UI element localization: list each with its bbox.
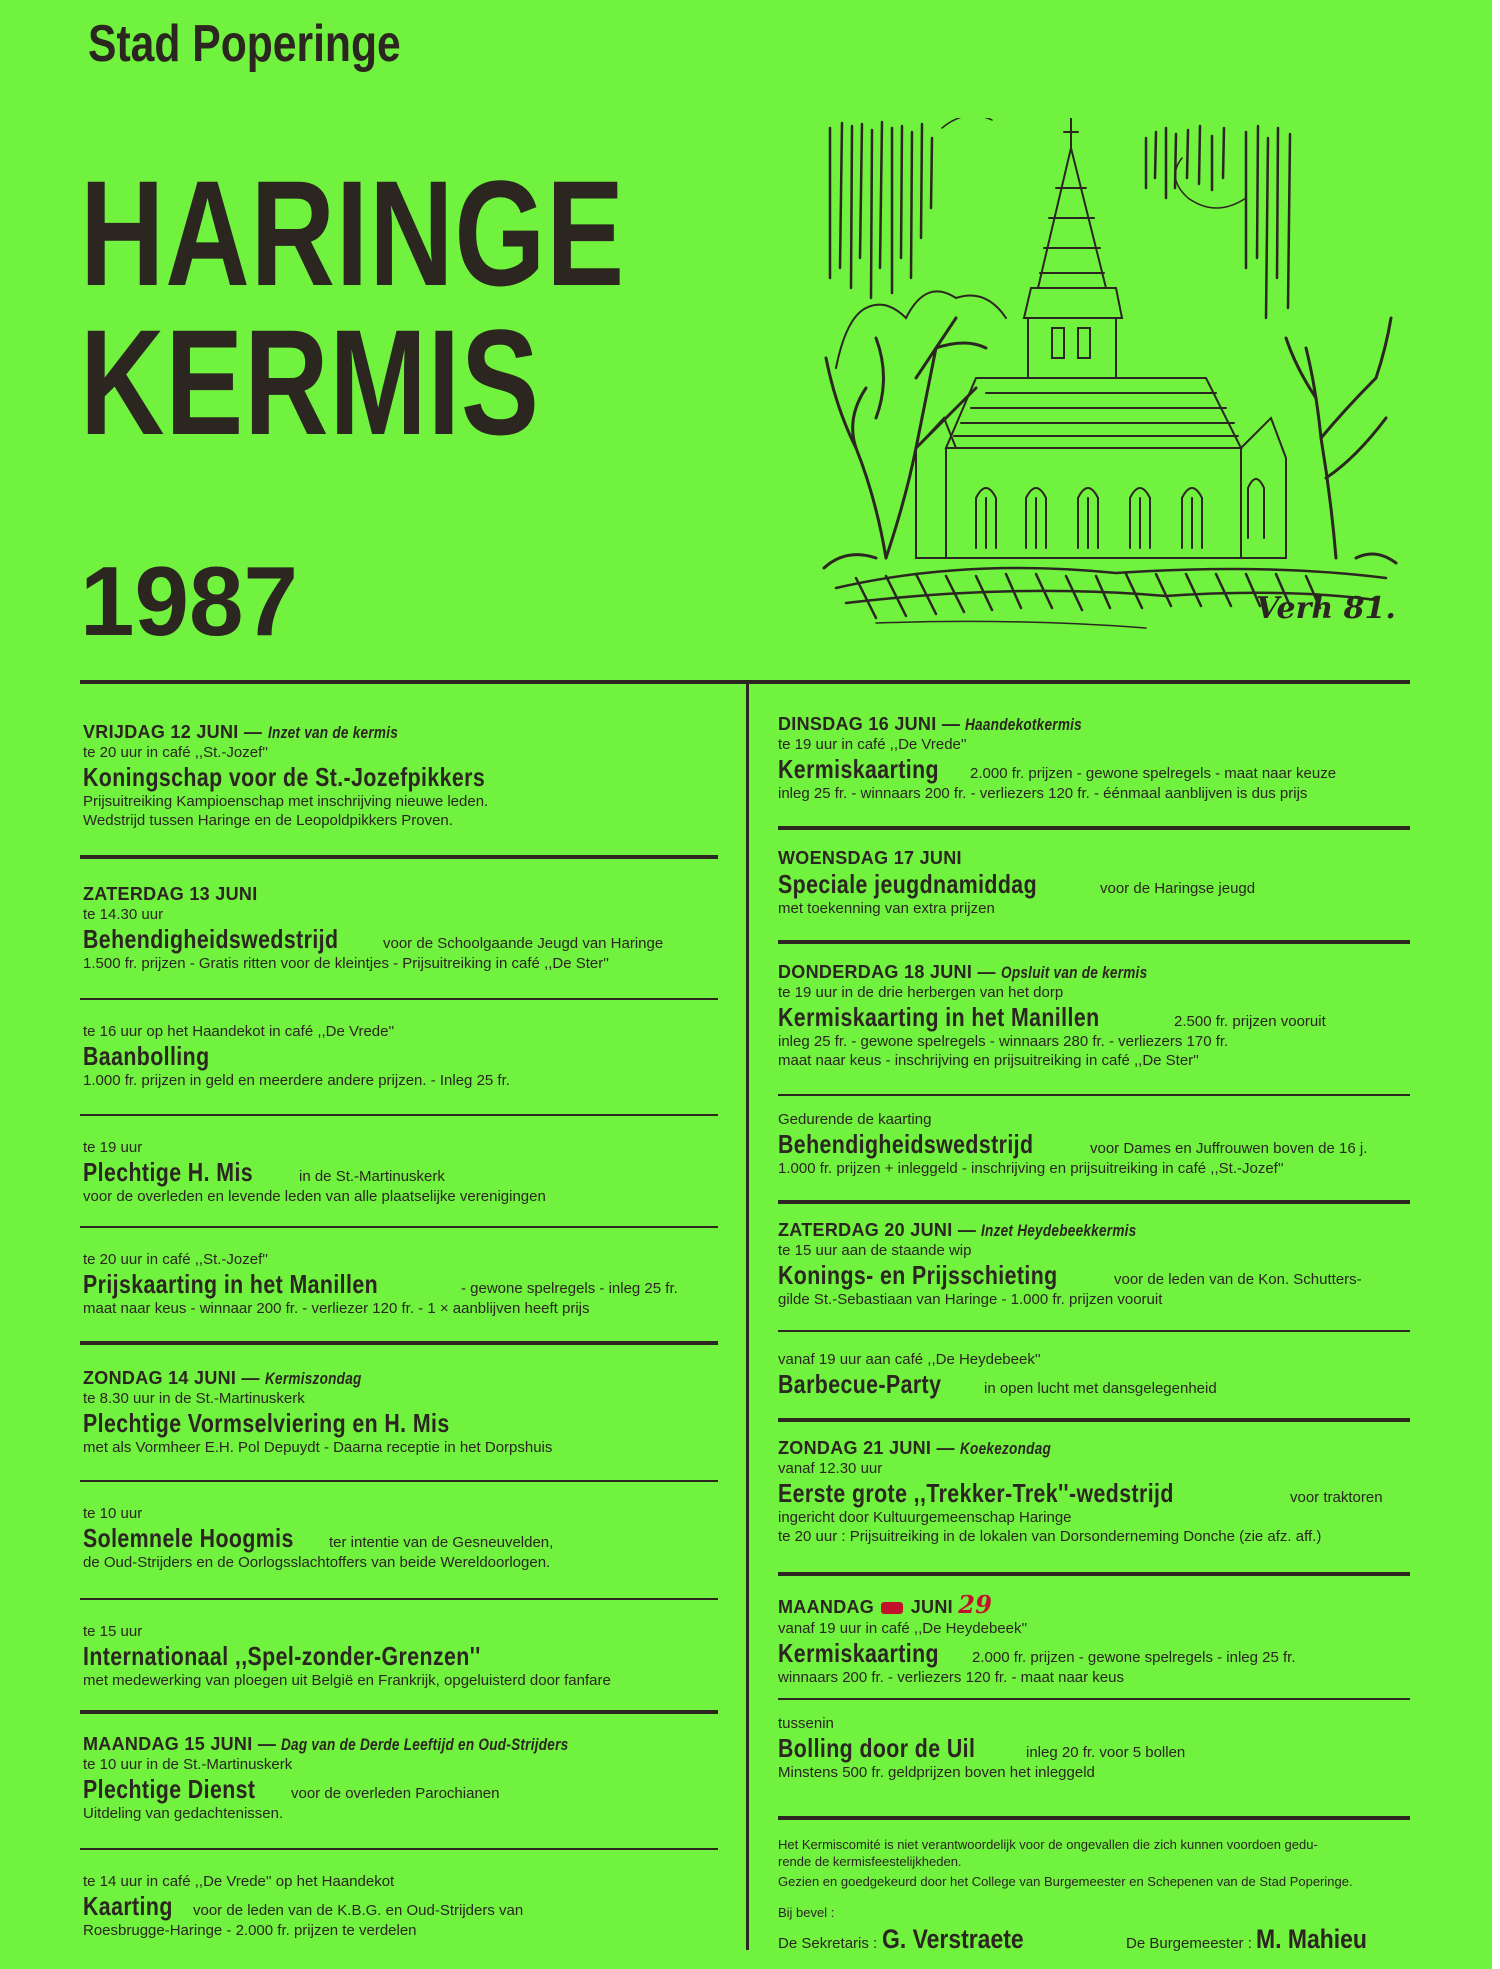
event-detail-line: 1.000 fr. prijzen in geld en meerdere andere prijzen. - Inleg 25 fr. — [83, 1072, 510, 1089]
secretary-name: G. Verstraete — [881, 1924, 1024, 1954]
program-entry — [778, 1220, 1362, 1309]
year: 1987 — [80, 546, 299, 656]
item-rule — [778, 1698, 1410, 1700]
day-note: Kermiszondag — [265, 1369, 362, 1388]
event-detail: - gewone spelregels - inleg 25 fr. — [461, 1280, 678, 1297]
trees — [824, 291, 1396, 568]
day-note: Opsluit van de kermis — [1001, 963, 1148, 982]
day-heading: ZONDAG 14 JUNI — Kermiszondag — [83, 1368, 362, 1388]
event-time: te 10 uur — [83, 1505, 143, 1522]
program-entry — [778, 1110, 1367, 1178]
crossed-out-date — [881, 1602, 903, 1614]
event-title: Konings- en Prijsschieting — [778, 1260, 1058, 1290]
event-time: te 20 uur in café ,,St.-Jozef'' — [83, 744, 268, 761]
secretary-signature — [778, 1924, 1048, 1955]
event-detail: 2.000 fr. prijzen - gewone spelregels - maat naar keuze — [970, 765, 1337, 782]
event-detail-line: maat naar keus - inschrijving en prijsuitreiking in café ,,De Ster'' — [778, 1052, 1199, 1069]
event-detail-line: Wedstrijd tussen Haringe en de Leopoldpikkers Proven. — [83, 812, 453, 829]
section-rule — [80, 1341, 718, 1345]
event-time: te 15 uur — [83, 1623, 143, 1640]
by-order: Bij bevel : — [778, 1905, 835, 1920]
day-heading: DONDERDAG 18 JUNI — Opsluit van de kermis — [778, 962, 1148, 982]
event-detail-line: gilde St.-Sebastiaan van Haringe - 1.000 fr. prijzen vooruit — [778, 1291, 1163, 1308]
event-detail-line: Minstens 500 fr. geldprijzen boven het inleggeld — [778, 1764, 1095, 1781]
event-detail: voor de leden van de K.B.G. en Oud-Strijders van — [193, 1902, 524, 1919]
event-title: Internationaal ,,Spel-zonder-Grenzen'' — [83, 1641, 481, 1671]
section-rule — [778, 1418, 1410, 1422]
section-rule — [778, 1200, 1410, 1204]
church-nave — [916, 378, 1286, 558]
program-entry — [83, 1250, 678, 1318]
day-note: Inzet Heydebeekkermis — [981, 1221, 1137, 1240]
day-note: Koekezondag — [960, 1439, 1052, 1458]
event-time: te 15 uur aan de staande wip — [778, 1242, 972, 1259]
event-time: te 19 uur in de drie herbergen van het dorp — [778, 984, 1064, 1001]
event-time: te 19 uur — [83, 1139, 143, 1156]
event-detail-line: Roesbrugge-Haringe - 2.000 fr. prijzen te verdelen — [83, 1922, 417, 1939]
top-rule — [80, 680, 1410, 684]
item-rule — [778, 1094, 1410, 1096]
day-heading: WOENSDAG 17 JUNI — [778, 848, 962, 868]
event-detail: ter intentie van de Gesneuvelden, — [329, 1534, 554, 1551]
day-heading: DINSDAG 16 JUNI — Haandekotkermis — [778, 714, 1083, 734]
disclaimer: Het Kermiscomité is niet verantwoordelijk voor de ongevallen die zich kunnen voordoen gedu- — [778, 1837, 1318, 1852]
event-time: vanaf 19 uur in café ,,De Heydebeek'' — [778, 1620, 1028, 1637]
event-title: Prijskaarting in het Manillen — [83, 1269, 379, 1299]
church-spire — [1024, 118, 1122, 378]
event-title: Kermiskaarting in het Manillen — [778, 1002, 1100, 1032]
event-detail-line: voor de overleden en levende leden van alle plaatselijke verenigingen — [83, 1188, 546, 1205]
event-time: te 8.30 uur in de St.-Martinuskerk — [83, 1390, 305, 1407]
item-rule — [80, 1598, 718, 1600]
event-detail-line: met als Vormheer E.H. Pol Depuydt - Daarna receptie in het Dorpshuis — [83, 1439, 553, 1456]
event-title: Barbecue-Party — [778, 1369, 942, 1399]
event-title: Koningschap voor de St.-Jozefpikkers — [83, 762, 486, 792]
program-entry — [83, 1734, 641, 1823]
program-entry — [83, 1622, 611, 1690]
program-entry — [778, 1438, 1383, 1546]
event-detail-line: Uitdeling van gedachtenissen. — [83, 1805, 284, 1822]
event-detail-line: inleg 25 fr. - winnaars 200 fr. - verliezers 120 fr. - éénmaal aanblijven is dus prijs — [778, 785, 1308, 802]
day-heading: ZONDAG 21 JUNI — Koekezondag — [778, 1438, 1052, 1458]
disclaimer: rende de kermisfeestelijkheden. — [778, 1854, 962, 1869]
event-detail-line: te 20 uur : Prijsuitreiking in de lokalen van Dorsonderneming Donche (zie afz. aff.) — [778, 1528, 1322, 1545]
day-heading: VRIJDAG 12 JUNI — Inzet van de kermis — [83, 722, 398, 742]
mayor-name: M. Mahieu — [1256, 1924, 1368, 1954]
event-detail-line: 1.500 fr. prijzen - Gratis ritten voor de kleintjes - Prijsuitreiking in café ,,De Ster'' — [83, 955, 609, 972]
secretary-label: De Sekretaris : — [778, 1935, 878, 1952]
day-heading: MAANDAG JUNI 29 — [778, 1590, 993, 1619]
program-entry — [83, 1138, 546, 1206]
city-name: Stad Poperinge — [88, 15, 401, 73]
event-detail-line: met medewerking van ploegen uit België en Frankrijk, opgeluisterd door fanfare — [83, 1672, 611, 1689]
section-rule — [778, 940, 1410, 944]
event-detail: inleg 20 fr. voor 5 bollen — [1026, 1744, 1186, 1761]
event-title: Kermiskaarting — [778, 754, 939, 784]
section-rule — [778, 1572, 1410, 1576]
day-note: Inzet van de kermis — [267, 723, 398, 742]
item-rule — [80, 1226, 718, 1228]
program-entry — [83, 1504, 553, 1572]
event-title: Solemnele Hoogmis — [83, 1523, 294, 1553]
event-detail: 2.500 fr. prijzen vooruit — [1174, 1013, 1326, 1030]
program-entry — [778, 1590, 1296, 1687]
program-entry — [83, 884, 663, 973]
mayor-signature — [1126, 1924, 1387, 1955]
program-entry — [778, 1714, 1185, 1782]
day-note: Haandekotkermis — [965, 715, 1083, 734]
event-detail-line: maat naar keus - winnaar 200 fr. - verliezer 120 fr. - 1 × aanblijven heeft prijs — [83, 1300, 590, 1317]
day-heading: ZATERDAG 20 JUNI — Inzet Heydebeekkermis — [778, 1220, 1137, 1240]
program-entry — [83, 1022, 510, 1090]
approval-note: Gezien en goedgekeurd door het College van Burgemeester en Schepenen van de Stad Poperinge. — [778, 1874, 1353, 1889]
event-detail-line: winnaars 200 fr. - verliezers 120 fr. - maat naar keus — [778, 1669, 1124, 1686]
handwritten-date: 29 — [958, 1590, 993, 1619]
program-entry — [83, 1368, 552, 1457]
section-rule — [80, 855, 718, 859]
event-time: tussenin — [778, 1715, 834, 1732]
item-rule — [80, 1114, 718, 1116]
event-detail: voor de overleden Parochianen — [291, 1785, 500, 1802]
section-rule — [778, 826, 1410, 830]
event-time: vanaf 12.30 uur — [778, 1460, 883, 1477]
program-entry — [778, 848, 1255, 918]
event-title: Baanbolling — [83, 1041, 210, 1071]
artist-signature: Verh 81. — [1256, 591, 1396, 626]
event-title: Kermiskaarting — [778, 1638, 939, 1668]
mayor-label: De Burgemeester : — [1126, 1935, 1252, 1952]
event-detail: voor Dames en Juffrouwen boven de 16 j. — [1090, 1140, 1368, 1157]
title-line-2: KERMIS — [80, 298, 540, 466]
program-entry — [83, 1872, 523, 1940]
day-heading: ZATERDAG 13 JUNI — [83, 884, 258, 904]
event-detail-line: ingericht door Kultuurgemeenschap Haringe — [778, 1509, 1072, 1526]
event-title: Plechtige Vormselviering en H. Mis — [83, 1408, 450, 1438]
event-detail-line: de Oud-Strijders en de Oorlogsslachtoffers van beide Wereldoorlogen. — [83, 1554, 551, 1571]
event-detail: in open lucht met dansgelegenheid — [984, 1380, 1217, 1397]
event-detail: voor traktoren — [1290, 1489, 1383, 1506]
footer — [778, 1836, 1353, 1921]
event-time: te 10 uur in de St.-Martinuskerk — [83, 1756, 293, 1773]
item-rule — [778, 1330, 1410, 1332]
event-time: te 20 uur in café ,,St.-Jozef'' — [83, 1251, 268, 1268]
event-title: Behendigheidswedstrijd — [83, 924, 339, 954]
program-entry — [83, 722, 573, 830]
event-detail: in de St.-Martinuskerk — [299, 1168, 445, 1185]
day-heading: MAANDAG 15 JUNI — Dag van de Derde Leeftijd en Oud-Strijders — [83, 1734, 569, 1754]
event-time: te 14 uur in café ,,De Vrede'' op het Haandekot — [83, 1873, 395, 1890]
column-divider — [746, 680, 749, 1950]
event-detail-line: Prijsuitreiking Kampioenschap met inschrijving nieuwe leden. — [83, 793, 489, 810]
event-title: Kaarting — [83, 1891, 173, 1921]
item-rule — [80, 1848, 718, 1850]
event-time: te 14.30 uur — [83, 906, 164, 923]
event-detail: 2.000 fr. prijzen - gewone spelregels - inleg 25 fr. — [972, 1649, 1296, 1666]
event-time: vanaf 19 uur aan café ,,De Heydebeek'' — [778, 1351, 1041, 1368]
program-entry — [778, 714, 1336, 803]
event-time: te 19 uur in café ,,De Vrede'' — [778, 736, 967, 753]
item-rule — [80, 998, 718, 1000]
event-detail-line: inleg 25 fr. - gewone spelregels - winnaars 280 fr. - verliezers 170 fr. — [778, 1033, 1229, 1050]
event-title: Plechtige Dienst — [83, 1774, 256, 1804]
event-title: Speciale jeugdnamiddag — [778, 869, 1038, 899]
program-entry — [778, 962, 1326, 1070]
event-detail: voor de Haringse jeugd — [1100, 880, 1256, 897]
program-entry — [778, 1350, 1217, 1399]
event-detail-line: met toekenning van extra prijzen — [778, 900, 995, 917]
event-time: Gedurende de kaarting — [778, 1111, 932, 1128]
event-time: te 16 uur op het Haandekot in café ,,De Vrede'' — [83, 1023, 395, 1040]
church-drawing — [816, 118, 1406, 663]
event-title: Plechtige H. Mis — [83, 1157, 254, 1187]
event-title: Bolling door de Uil — [778, 1733, 976, 1763]
item-rule — [80, 1480, 718, 1482]
event-detail-line: 1.000 fr. prijzen + inleggeld - inschrijving en prijsuitreiking in café ,,St.-Jozef'' — [778, 1160, 1284, 1177]
event-title: Behendigheidswedstrijd — [778, 1129, 1034, 1159]
event-title: Eerste grote ,,Trekker-Trek''-wedstrijd — [778, 1478, 1174, 1508]
section-rule — [778, 1816, 1410, 1820]
section-rule — [80, 1710, 718, 1714]
title-line-1: HARINGE — [80, 149, 625, 317]
event-detail: voor de Schoolgaande Jeugd van Haringe — [383, 935, 664, 952]
day-note: Dag van de Derde Leeftijd en Oud-Strijders — [281, 1735, 569, 1754]
event-detail: voor de leden van de Kon. Schutters- — [1114, 1271, 1362, 1288]
